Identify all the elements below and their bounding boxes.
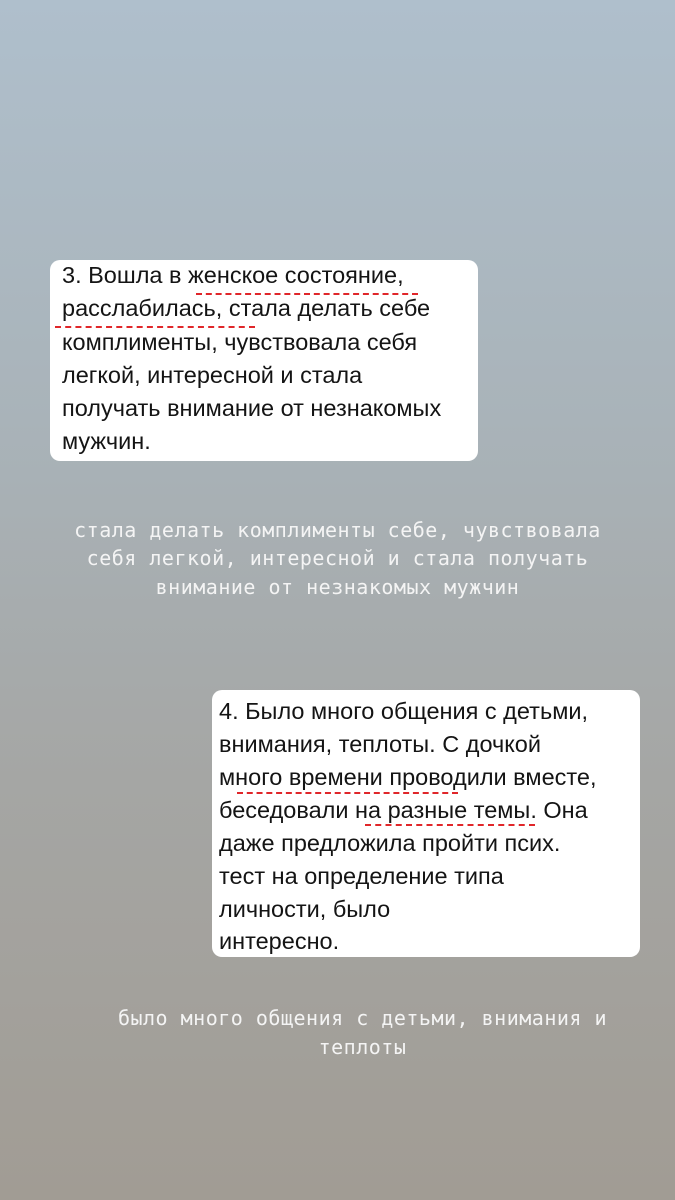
card4-line: беседовали на разные темы. Она [219, 797, 588, 823]
caption-line: было много общения с детьми, внимания и [117, 1006, 608, 1030]
caption-line: внимание от незнакомых мужчин [155, 575, 520, 599]
red-dashed-underline [237, 792, 458, 794]
card3-line: получать внимание от незнакомых [62, 395, 442, 421]
red-dashed-underline [196, 293, 418, 295]
caption-line: стала делать комплименты себе, чувствовала [74, 518, 601, 542]
red-dashed-underline [55, 326, 255, 328]
card3-line: мужчин. [62, 428, 151, 454]
card3-line: легкой, интересной и стала [62, 362, 363, 388]
card3-line: 3. Вошла в женское состояние, [62, 262, 404, 288]
card4-line: личности, было [219, 896, 391, 922]
card4-line: тест на определение типа [219, 863, 504, 889]
card4-line: интересно. [219, 928, 340, 954]
card4-line: много времени проводили вместе, [219, 764, 597, 790]
card3-line: комплименты, чувствовала себя [62, 329, 418, 355]
card4-line: даже предложила пройти псих. [219, 830, 561, 856]
caption-line: себя легкой, интересной и стала получать [86, 546, 589, 570]
card3-line: расслабилась, стала делать себе [62, 295, 431, 321]
caption-line: теплоты [318, 1035, 407, 1059]
card4-line: внимания, теплоты. С дочкой [219, 731, 541, 757]
card4-line: 4. Было много общения с детьми, [219, 698, 589, 724]
red-dashed-underline [365, 824, 535, 826]
